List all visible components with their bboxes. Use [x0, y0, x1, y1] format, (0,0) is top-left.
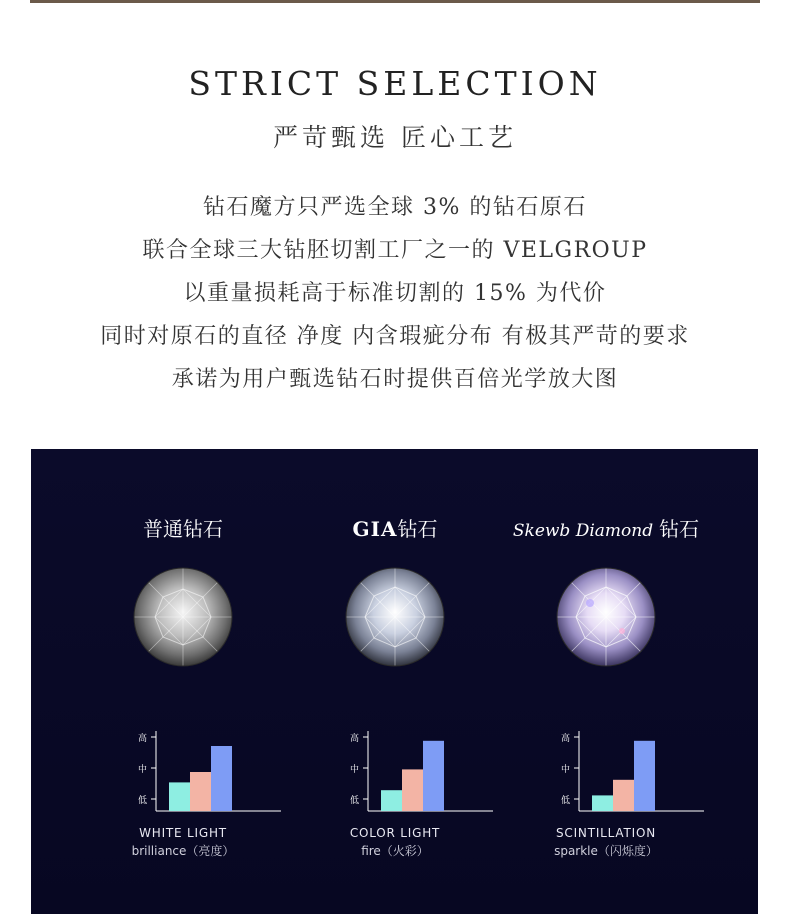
bar-3	[634, 741, 655, 811]
ordinary-diamond-image	[133, 567, 233, 667]
page-subtitle: 严苛甄选 匠心工艺	[273, 123, 517, 152]
intro-line: 承诺为用户甄选钻石时提供百倍光学放大图	[171, 367, 619, 392]
sparkle-chart	[486, 719, 726, 829]
bar-3	[211, 746, 232, 811]
brilliance-chart	[63, 719, 303, 829]
column-title-brand: Skewb Diamond	[512, 521, 654, 541]
column-title	[63, 513, 303, 542]
fire-chart	[275, 719, 515, 829]
skewb-diamond-image	[556, 567, 656, 667]
bar-1	[381, 790, 402, 811]
chart-caption-cn: brilliance（亮度）	[131, 844, 235, 858]
y-tick-low: 低	[560, 796, 570, 806]
y-tick-low: 低	[137, 796, 147, 806]
column-title-suffix: 钻石	[659, 517, 700, 541]
chart-bars	[592, 741, 655, 811]
bar-3	[423, 741, 444, 811]
column-title	[486, 513, 726, 542]
bar-2	[402, 769, 423, 811]
top-image-edge	[30, 0, 760, 3]
intro-line: 联合全球三大钻胚切割工厂之一的 VELGROUP	[142, 238, 648, 263]
intro-line: 钻石魔方只严选全球 3% 的钻石原石	[203, 195, 587, 220]
chart-bars	[169, 746, 232, 811]
column-title-suffix: 钻石	[397, 517, 438, 541]
y-tick-mid: 中	[349, 765, 359, 775]
chart-bars	[381, 741, 444, 811]
chart-caption-cn: fire（火彩）	[361, 844, 429, 858]
y-tick-low: 低	[349, 796, 359, 806]
chart-caption-en: COLOR LIGHT	[349, 826, 441, 840]
intro-text	[0, 190, 790, 405]
comparison-panel	[31, 449, 758, 914]
bar-1	[592, 795, 613, 811]
chart-caption-cn: sparkle（闪烁度）	[554, 844, 658, 858]
chart-caption-en: WHITE LIGHT	[139, 826, 227, 840]
gia-diamond-image	[345, 567, 445, 667]
y-tick-high: 高	[137, 734, 147, 744]
intro-line: 以重量损耗高于标准切割的 15% 为代价	[183, 281, 607, 306]
column-title-brand: GIA	[352, 517, 398, 541]
skewb-diamond-column	[486, 449, 726, 914]
page-title: STRICT SELECTION	[188, 64, 602, 103]
intro-line: 同时对原石的直径 净度 内含瑕疵分布 有极其严苛的要求	[100, 324, 690, 349]
bar-1	[169, 782, 190, 811]
y-tick-mid: 中	[560, 765, 570, 775]
chart-caption-en: SCINTILLATION	[556, 826, 656, 840]
y-tick-high: 高	[349, 734, 359, 744]
column-title-text: 普通钻石	[143, 517, 223, 541]
ordinary-diamond-column	[63, 449, 303, 914]
bar-2	[613, 780, 634, 811]
y-tick-high: 高	[560, 734, 570, 744]
bar-2	[190, 772, 211, 811]
column-title	[275, 513, 515, 542]
y-tick-mid: 中	[137, 765, 147, 775]
gia-diamond-column	[275, 449, 515, 914]
